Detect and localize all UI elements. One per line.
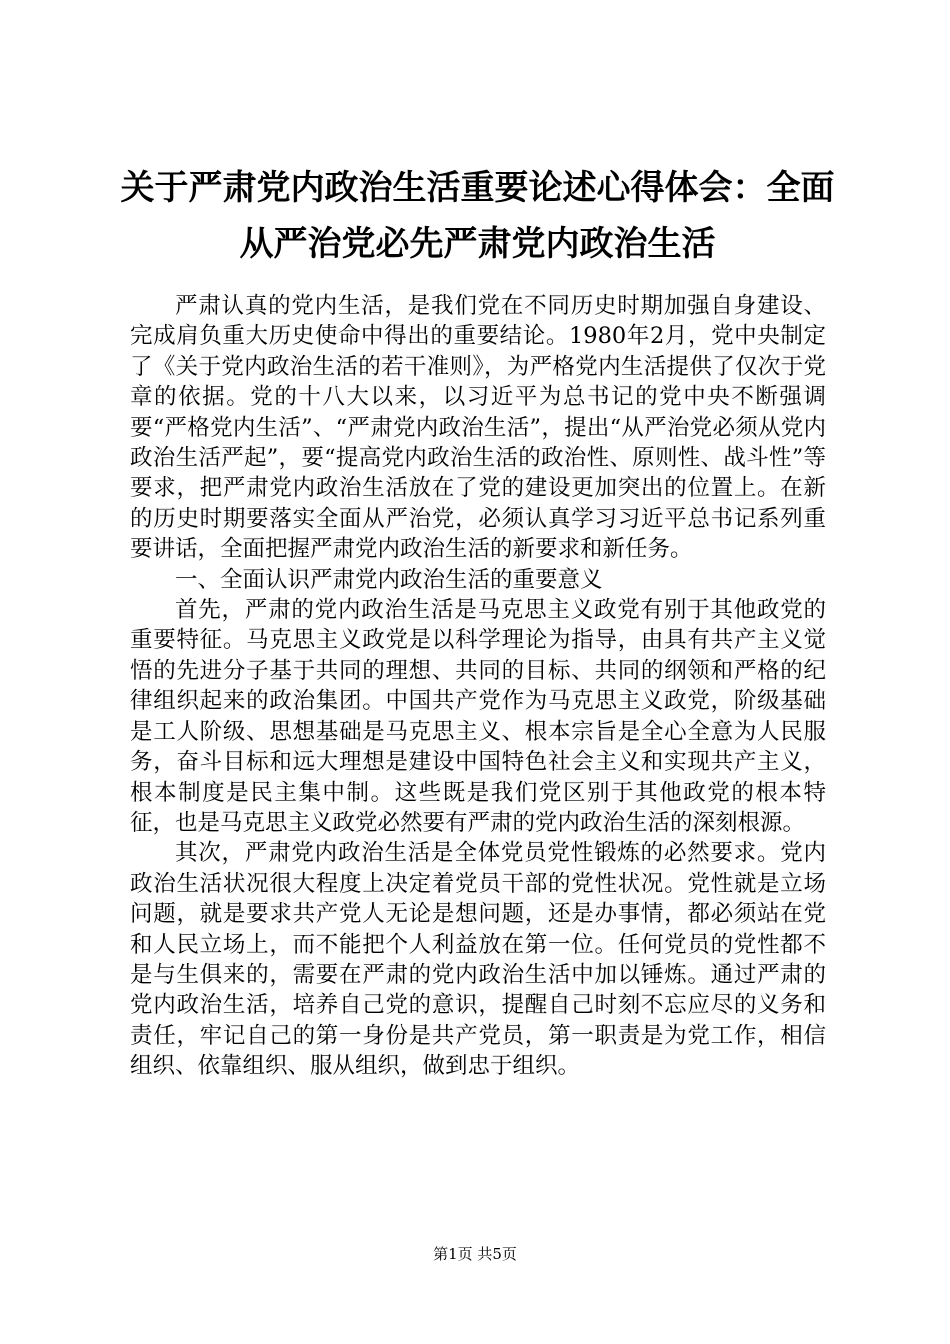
- paragraph-intro: 严肃认真的党内生活，是我们党在不同历史时期加强自身建设、完成肩负重大历史使命中得出的重要结论。1980年2月，党中央制定了《关于党内政治生活的若干准则》，为严格党内生活提供了仅次于党章的依据。党的十八大以来，以习近平为总书记的党中央不断强调要“严格党内生活”、“严肃党内政治生活”，提出“从严治党必须从党内政治生活严起”，要“提高党内政治生活的政治性、原则性、战斗性”等要求，把严肃党内政治生活放在了党的建设更加突出的位置上。在新的历史时期要落实全面从严治党，必须认真学习习近平总书记系列重要讲话，全面把握严肃党内政治生活的新要求和新任务。: [130, 293, 826, 563]
- document-body: [130, 291, 826, 1082]
- paragraph-first: 首先，严肃的党内政治生活是马克思主义政党有别于其他政党的重要特征。马克思主义政党是以科学理论为指导，由具有共产主义觉悟的先进分子基于共同的理想、共同的目标、共同的纲领和严格的纪律组织起来的政治集团。中国共产党作为马克思主义政党，阶级基础是工人阶级、思想基础是马克思主义、根本宗旨是全心全意为人民服务，奋斗目标和远大理想是建设中国特色社会主义和实现共产主义，根本制度是民主集中制。这些既是我们党区别于其他政党的根本特征，也是马克思主义政党必然要有严肃的党内政治生活的深刻根源。: [130, 597, 826, 836]
- section-heading: 一、全面认识严肃党内政治生活的重要意义: [175, 566, 603, 593]
- paragraph-second: 其次，严肃党内政治生活是全体党员党性锻炼的必然要求。党内政治生活状况很大程度上决定着党员干部的党性状况。党性就是立场问题，就是要求共产党人无论是想问题，还是办事情，都必须站在党和人民立场上，而不能把个人利益放在第一位。任何党员的党性都不是与生俱来的，需要在严肃的党内政治生活中加以锤炼。通过严肃的党内政治生活，培养自己党的意识，提醒自己时刻不忘应尽的义务和责任，牢记自己的第一身份是共产党员，第一职责是为党工作，相信组织、依靠组织、服从组织，做到忠于组织。: [130, 840, 826, 1080]
- page-number-footer: 第1页 共5页: [433, 1245, 517, 1263]
- document-title: 关于严肃党内政治生活重要论述心得体会：全面从严治党必先严肃党内政治生活: [120, 168, 835, 264]
